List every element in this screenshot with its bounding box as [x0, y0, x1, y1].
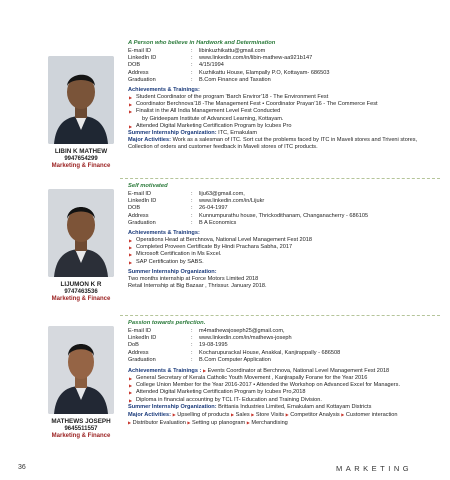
detail-value[interactable]: www.linkedin.com/in/libin-mathew-aa921b147 [199, 55, 313, 62]
detail-value[interactable]: m4mathewsjoseph25@gmail.com, [199, 328, 285, 335]
section-divider [120, 315, 440, 316]
person-photo-icon [48, 189, 114, 277]
profile-photo [48, 189, 114, 277]
activities-row: Major Activities: ▶ Upselling of products ▶ Sales ▶ Store Visits ▶ Competitor Analysis ▶ Customer interaction ▶ Distributor Evaluation ▶ Setting up planogram ▶ Merchandising [128, 411, 398, 427]
detail-row: DOB : 26-04-1997 [128, 205, 438, 212]
achievements-heading: Achievements & Trainings: [128, 229, 200, 236]
achievements-list [128, 375, 438, 404]
internship-line: Two months internship at Force Motors Limited 2018 [128, 275, 259, 282]
achievement-subline: by Girideepam Institute of Advanced Learning, Kottayam. [142, 115, 284, 122]
achievements-list [128, 123, 438, 130]
list-item: ▶ General Secretary of Kerala Catholic Youth Movement , Kanjirapally Forane for the Year 2016 [128, 375, 438, 382]
activity-item: Distributor Evaluation [132, 420, 186, 427]
detail-key: E-mail ID [128, 48, 151, 55]
detail-value: B A Economics [199, 219, 237, 226]
list-item: ▶ Student Coordinator of the program ‘Barch Enviror’18 - The Environment Fest [128, 94, 438, 101]
detail-value[interactable]: libinkuzhikattu@gmail.com [199, 48, 266, 55]
page-number: 36 [18, 464, 26, 471]
detail-key: LinkedIn ID [128, 55, 157, 62]
detail-value: 26-04-1997 [199, 205, 228, 212]
internship-heading: Summer Internship Organization: [128, 268, 217, 275]
profile-name: LIJUMON K R [60, 281, 102, 288]
detail-value[interactable]: www.linkedin.com/in/Lijukr [199, 198, 265, 205]
detail-row: Graduation : B.Com Computer Application [128, 357, 438, 364]
detail-row: DOB : 4/15/1994 [128, 62, 438, 69]
activity-item: Setting up planogram [192, 420, 246, 427]
profile-tagline: A Person who believe in Hardwork and Determination [128, 40, 276, 46]
detail-key: DoB [128, 342, 139, 349]
detail-row: Address : Kocharupurackal House, Anakkal, Kanjirappally - 686508 [128, 350, 438, 357]
profile-department: Marketing & Finance [51, 162, 111, 169]
list-item: ▶ Coordinator Berchnova’18 -The Management Fest • Coordinator Prayan’16 - The Commerce Fest [128, 101, 438, 108]
profile-photo-column [48, 326, 114, 440]
list-item: ▶ Attended Digital Marketing Certification Program by Icubes Pro [128, 123, 438, 130]
detail-key: LinkedIn ID [128, 335, 157, 342]
internship-line: Retail Internship at Big Bazaar , Thrissur. January 2018. [128, 283, 267, 290]
profile-photo [48, 56, 114, 144]
detail-key: Address [128, 69, 149, 76]
section-footer-title: MARKETING [336, 464, 413, 473]
activities-heading: Major Activities: [128, 137, 171, 144]
list-item: ▶ Diploma in financial accounting by TCL IT- Education and Training Division. [128, 397, 438, 404]
detail-key: DOB [128, 62, 141, 69]
detail-key: E-mail ID [128, 191, 151, 198]
detail-row: Address : Kunnumpurathu house, Thrickodithanam, Changanacherry - 686105 [128, 213, 438, 220]
detail-row: Address : Kuzhikattu House, Elampally P.O, Kottayam- 686503 [128, 70, 438, 77]
profile-details [128, 183, 438, 290]
profile-name: MATHEWS JOSEPH [51, 418, 111, 425]
detail-key: Graduation [128, 76, 156, 83]
profile-phone: 9947654299 [64, 155, 98, 162]
profile-tagline: Self motivated [128, 183, 168, 189]
profile-details [128, 40, 438, 151]
detail-row: LinkedIn ID : www.linkedin.com/in/libin-mathew-aa921b147 [128, 55, 438, 62]
detail-row: E-mail ID : m4mathewsjoseph25@gmail.com, [128, 328, 438, 335]
list-item: ▶ Finalist in the All India Management Level Fest Conducted [128, 108, 438, 115]
profile-phone: 9645511557 [64, 425, 98, 432]
list-item: ▶ Operations Head at Berchnova, National Level Management Fest 2018 [128, 237, 438, 244]
list-item: ▶ SAP Certification by SABS. [128, 259, 438, 266]
detail-key: Graduation [128, 219, 156, 226]
detail-value: Kunnumpurathu house, Thrickodithanam, Changanacherry - 686105 [199, 212, 369, 219]
detail-row: E-mail ID : libinkuzhikattu@gmail.com [128, 48, 438, 55]
section-divider [120, 178, 440, 179]
person-photo-icon [48, 326, 114, 414]
profile-photo-column [48, 56, 114, 170]
detail-value: Kuzhikattu House, Elampally P.O, Kottayam- 686503 [199, 69, 330, 76]
list-item: ▶ Completed Proveen Certificate By Hindi Prachara Sabha, 2017 [128, 244, 438, 251]
person-photo-icon [48, 56, 114, 144]
profile-photo [48, 326, 114, 414]
profile-details: Passion towards perfection. E-mail ID : m4mathewsjoseph25@gmail.com, LinkedIn ID : www.linkedin.com/in/mathews-joseph DoB : 19-08-1995 Address : Kocharupurackal House, Anakkal, Kanjirappally - 686508 Graduation : B.Com Computer Application Achievements & Trainings : ▶ Events Coordinator at Berchnova, National Level Management Fest 2018 ▶ General Secretary of Kerala Catholic Youth Movement , Kanjirapally Forane for the Year 2016 ▶ College Union Member for the Year 2016-2017 • Attended the Workshop on Advanced Excel for Managers. ▶ Attended Digital Marketing Certification Program by Icubes Pro,2018 ▶ Diploma in financial accounting by TCL IT- Education and Training Division. Summer Internship Organization: Brittania Industries Limited, Ernakulam and Kottayam Districts Major Activities: ▶ Upselling of products ▶ Sales ▶ Store Visits ▶ Competitor Analysis ▶ Customer interaction ▶ Distributor Evaluation ▶ Setting up planogram ▶ Merchandising [128, 320, 438, 427]
detail-row: Graduation : B.Com Finance and Taxation [128, 77, 438, 84]
list-item: ▶ Microsoft Certification in Ms Excel. [128, 251, 438, 258]
internship-value: ITC, Ernakulam [218, 129, 257, 136]
detail-key: Address [128, 349, 149, 356]
profile-photo-column [48, 189, 114, 303]
detail-row: DoB : 19-08-1995 [128, 342, 438, 349]
activity-item: Merchandising [251, 420, 288, 427]
detail-value[interactable]: liju63@gmail.com, [199, 191, 245, 198]
achievement-first: Events Coordinator at Berchnova, National Level Management Fest 2018 [207, 367, 390, 374]
detail-row: E-mail ID : liju63@gmail.com, [128, 191, 438, 198]
detail-value: B.Com Finance and Taxation [199, 76, 271, 83]
achievements-heading: Achievements & Trainings: [128, 86, 200, 93]
profile-department: Marketing & Finance [51, 432, 111, 439]
activity-item: Competitor Analysis [290, 411, 340, 418]
detail-row: LinkedIn ID : www.linkedin.com/in/mathews-joseph [128, 335, 438, 342]
list-item: ▶ Attended Digital Marketing Certification Program by Icubes Pro,2018 [128, 389, 438, 396]
detail-key: LinkedIn ID [128, 198, 157, 205]
detail-value: 19-08-1995 [199, 342, 228, 349]
profile-phone: 9747463536 [64, 288, 98, 295]
detail-key: Address [128, 212, 149, 219]
internship-heading: Summer Internship Organization: [128, 403, 217, 410]
profile-name: LIBIN K MATHEW [54, 148, 108, 155]
detail-value[interactable]: www.linkedin.com/in/mathews-joseph [199, 335, 292, 342]
activity-item: Sales [235, 411, 250, 418]
detail-value: 4/15/1994 [199, 62, 224, 69]
detail-key: DOB [128, 205, 141, 212]
activity-item: Upselling of products [177, 411, 230, 418]
detail-value: B.Com Computer Application [199, 356, 271, 363]
activity-item: Store Visits [255, 411, 285, 418]
profile-tagline: Passion towards perfection. [128, 320, 206, 326]
internship-heading: Summer Internship Organization: [128, 129, 217, 136]
achievements-heading: Achievements & Trainings : [128, 367, 202, 374]
detail-row: Graduation : B A Economics [128, 220, 438, 227]
detail-row: LinkedIn ID : www.linkedin.com/in/Lijukr [128, 198, 438, 205]
profile-department: Marketing & Finance [51, 295, 111, 302]
activity-item: Customer interaction [345, 411, 398, 418]
achievements-list [128, 94, 438, 115]
detail-key: Graduation [128, 356, 156, 363]
activities-value: Work as a salesman of ITC. Sort cut the problems faced by ITC in Maveli stores and Triveni stores, Collection of orders and customer feedback in Maveli stores of ITC products. [128, 137, 418, 151]
detail-value: Kocharupurackal House, Anakkal, Kanjirappally - 686508 [199, 349, 341, 356]
list-item: ▶ College Union Member for the Year 2016-2017 • Attended the Workshop on Advanced Excel for Managers. [128, 382, 438, 389]
achievements-list [128, 237, 438, 266]
activities-heading: Major Activities: [128, 411, 171, 418]
internship-value: Brittania Industries Limited, Ernakulam and Kottayam Districts [218, 403, 372, 410]
detail-key: E-mail ID [128, 328, 151, 335]
